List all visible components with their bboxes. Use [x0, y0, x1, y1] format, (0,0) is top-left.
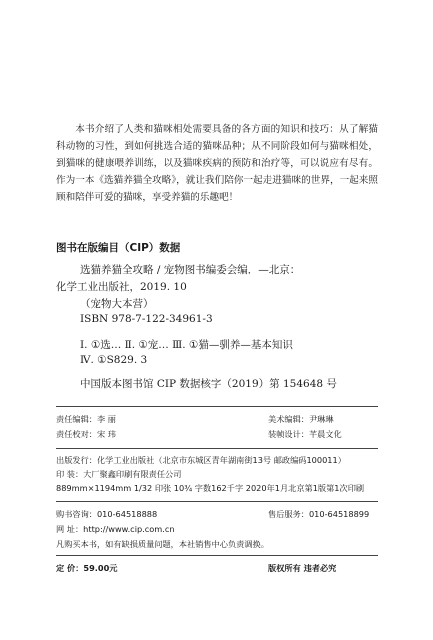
divider — [56, 555, 378, 556]
proofreader-name: 宋 玮 — [96, 429, 116, 439]
cip-series-line: （宠物大本营） — [80, 298, 154, 310]
cip-isbn-line: ISBN 978-7-122-34961-3 — [80, 313, 213, 325]
cover-designer — [268, 429, 342, 440]
designer-name: 芊晨文化 — [308, 429, 342, 439]
art-editor — [268, 414, 334, 425]
return-notice: 凡购买本书，如有缺损质量问题，本社销售中心负责调换。 — [56, 539, 269, 549]
cip-heading: 图书在版编目（CIP）数据 — [56, 242, 181, 254]
website: 网 址：http://www.cip.com.cn — [56, 524, 175, 534]
responsible-editor — [56, 414, 116, 425]
copyright-notice: 版权所有 违者必究 — [268, 563, 337, 573]
cip-class-number-line: Ⅳ. ①S829. 3 — [80, 354, 148, 366]
divider — [56, 406, 378, 407]
art-editor-name: 尹琳琳 — [308, 414, 334, 424]
printer-info: 印 装：大厂聚鑫印刷有限责任公司 — [56, 469, 182, 479]
service-hotline: 售后服务：010-64518899 — [268, 509, 370, 519]
art-editor-label: 美术编辑： — [268, 414, 309, 424]
designer-label: 装帧设计： — [268, 429, 309, 439]
print-specs: 889mm×1194mm 1/32 印张 10¾ 字数162千字 2020年1月北京第1版第1次印刷 — [56, 483, 365, 493]
proofreader-label: 责任校对： — [56, 429, 97, 439]
book-introduction — [56, 121, 378, 206]
editor-name: 李 丽 — [96, 414, 116, 424]
price: 定 价：59.00元 — [56, 563, 118, 573]
publisher-info: 出版发行：化学工业出版社（北京市东城区青年湖南街13号 邮政编码100011） — [56, 455, 346, 465]
proofreader — [56, 429, 116, 440]
editor-label: 责任编辑： — [56, 414, 97, 424]
purchase-hotline: 购书咨询：010-64518888 — [56, 509, 158, 519]
divider — [56, 501, 378, 502]
divider — [56, 448, 378, 449]
cip-record-number-line: 中国版本图书馆 CIP 数据核字（2019）第 154648 号 — [80, 378, 337, 390]
cip-publisher-line: 化学工业出版社，2019. 10 — [56, 281, 187, 293]
cip-title-line: 选猫养猫全攻略 / 宠物图书编委会编．—北京： — [80, 264, 301, 276]
intro-paragraph: 本书介绍了人类和猫咪相处需要具备的各方面的知识和技巧：从了解猫科动物的习性，到如何挑选合适的猫咪品种；从不同阶段如何与猫咪相处，到猫咪的健康喂养训练，以及猫咪疾病的预防和治疗等，可以说应有尽有。作为一本《选猫养猫全攻略》，就让我们陪你一起走进猫咪的世界，一起来照顾和陪伴可爱的猫咪，享受养猫的乐趣吧！ — [56, 124, 378, 203]
cip-classification-line: Ⅰ. ①选… Ⅱ. ①宠… Ⅲ. ①猫—驯养—基本知识 — [80, 339, 293, 351]
